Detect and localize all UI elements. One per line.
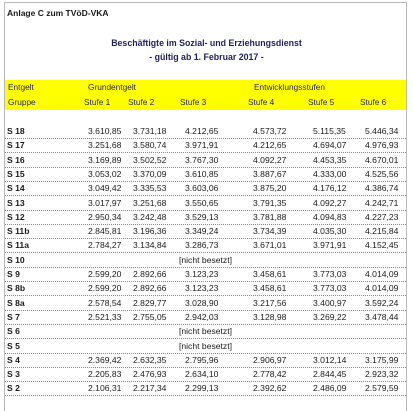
header-stufe-2: Stufe 2 — [128, 97, 155, 107]
cell-stufe-3: 3.550,65 — [185, 198, 219, 208]
cell-stufe-6: 4.227,23 — [365, 212, 399, 222]
cell-stufe-4: 3.458,61 — [253, 283, 287, 293]
table-row — [5, 182, 406, 195]
cell-stufe-5: 4.092,27 — [313, 198, 347, 208]
cell-stufe-1: 2.106,31 — [88, 383, 122, 393]
row-group-label: S 4 — [7, 355, 20, 365]
cell-stufe-2: 2.829,77 — [133, 298, 167, 308]
cell-stufe-5: 4.035,30 — [313, 226, 347, 236]
cell-stufe-4: 3.671,01 — [253, 240, 287, 250]
row-group-label: S 18 — [7, 126, 25, 136]
cell-stufe-3: 4.212,65 — [185, 126, 219, 136]
cell-stufe-4: 4.092,27 — [253, 155, 287, 165]
row-group-label: S 10 — [7, 255, 25, 265]
row-group-label: S 12 — [7, 212, 25, 222]
table-row — [5, 225, 406, 238]
table-row — [5, 297, 406, 310]
table-row — [5, 268, 406, 281]
cell-stufe-2: 3.335,53 — [133, 183, 167, 193]
cell-stufe-3: 2.942,03 — [185, 312, 219, 322]
cell-stufe-6: 4.525,56 — [365, 169, 399, 179]
cell-stufe-4: 3.458,61 — [253, 269, 287, 279]
row-group-label: S 7 — [7, 312, 20, 322]
table-row — [5, 382, 406, 395]
cell-stufe-2: 2.755,05 — [133, 312, 167, 322]
cell-stufe-6: 2.579,59 — [365, 383, 399, 393]
cell-stufe-3: 3.971,91 — [185, 140, 219, 150]
table-row — [5, 254, 406, 267]
cell-stufe-3: 2.299,13 — [185, 383, 219, 393]
table-row — [5, 354, 406, 367]
cell-stufe-5: 3.971,91 — [313, 240, 347, 250]
table-row — [5, 197, 406, 210]
cell-stufe-2: 3.370,09 — [133, 169, 167, 179]
row-group-label: S 3 — [7, 369, 20, 379]
cell-stufe-3: 2.795,96 — [185, 355, 219, 365]
row-group-label: S 8a — [7, 298, 25, 308]
cell-stufe-4: 3.791,35 — [253, 198, 287, 208]
cell-stufe-3: 3.286,73 — [185, 240, 219, 250]
cell-stufe-1: 3.610,85 — [88, 126, 122, 136]
cell-stufe-6: 5.446,34 — [365, 126, 399, 136]
cell-stufe-3: 3.123,23 — [185, 269, 219, 279]
row-group-label: S 13 — [7, 198, 25, 208]
cell-stufe-5: 3.012,14 — [313, 355, 347, 365]
cell-stufe-2: 3.580,74 — [133, 140, 167, 150]
cell-stufe-5: 4.094,83 — [313, 212, 347, 222]
table-header — [5, 80, 406, 110]
cell-stufe-3: 3.349,24 — [185, 226, 219, 236]
cell-stufe-3: 2.634,10 — [185, 369, 219, 379]
row-group-label: S 6 — [7, 326, 20, 336]
row-separator — [5, 338, 406, 339]
cell-stufe-1: 2.369,42 — [88, 355, 122, 365]
cell-stufe-5: 3.773,03 — [313, 269, 347, 279]
table-row — [5, 239, 406, 252]
cell-stufe-6: 3.478,44 — [365, 312, 399, 322]
row-group-label: S 15 — [7, 169, 25, 179]
cell-stufe-4: 3.217,56 — [253, 298, 287, 308]
cell-stufe-5: 2.486,09 — [313, 383, 347, 393]
row-group-label: S 16 — [7, 155, 25, 165]
cell-stufe-2: 2.632,35 — [133, 355, 167, 365]
cell-stufe-4: 4.212,65 — [253, 140, 287, 150]
cell-stufe-1: 2.950,34 — [88, 212, 122, 222]
cell-stufe-3: 3.028,90 — [185, 298, 219, 308]
cell-stufe-2: 3.196,36 — [133, 226, 167, 236]
header-stufe-4: Stufe 4 — [248, 97, 275, 107]
row-group-label: S 17 — [7, 140, 25, 150]
header-stufe-5: Stufe 5 — [308, 97, 335, 107]
cell-stufe-1: 3.017,97 — [88, 198, 122, 208]
table-row — [5, 282, 406, 295]
cell-stufe-6: 4.242,71 — [365, 198, 399, 208]
cell-stufe-2: 3.134,84 — [133, 240, 167, 250]
header-stufe-1: Stufe 1 — [84, 97, 111, 107]
row-group-label: S 9 — [7, 269, 20, 279]
cell-stufe-1: 3.251,68 — [88, 140, 122, 150]
row-note: [nicht besetzt] — [178, 341, 233, 351]
cell-stufe-5: 5.115,35 — [313, 126, 346, 136]
cell-stufe-2: 2.892,66 — [133, 283, 167, 293]
cell-stufe-4: 3.887,67 — [253, 169, 287, 179]
cell-stufe-2: 2.892,66 — [133, 269, 167, 279]
cell-stufe-1: 2.599,20 — [88, 283, 122, 293]
table-title: Beschäftigte im Sozial- und Erziehungsdienst — [111, 38, 302, 48]
cell-stufe-1: 3.053,02 — [88, 169, 122, 179]
row-group-label: S 5 — [7, 341, 20, 351]
cell-stufe-5: 3.269,22 — [313, 312, 347, 322]
row-separator — [5, 395, 406, 396]
cell-stufe-4: 2.778,42 — [253, 369, 287, 379]
cell-stufe-1: 2.784,27 — [88, 240, 122, 250]
cell-stufe-5: 2.844,45 — [313, 369, 347, 379]
header-gruppe: Gruppe — [8, 97, 36, 107]
cell-stufe-4: 3.128,98 — [253, 312, 287, 322]
row-group-label: S 11b — [7, 226, 30, 236]
cell-stufe-1: 3.049,42 — [88, 183, 122, 193]
table-row — [5, 125, 406, 138]
table-row — [5, 325, 406, 338]
cell-stufe-2: 3.502,52 — [133, 155, 167, 165]
cell-stufe-3: 3.610,85 — [185, 169, 219, 179]
cell-stufe-4: 3.781,88 — [253, 212, 287, 222]
row-group-label: S 2 — [7, 383, 20, 393]
header-entgelt: Entgelt — [8, 82, 34, 92]
cell-stufe-5: 4.176,12 — [313, 183, 347, 193]
cell-stufe-3: 3.767,30 — [185, 155, 219, 165]
cell-stufe-6: 4.152,45 — [365, 240, 399, 250]
row-separator — [5, 252, 406, 253]
cell-stufe-2: 2.217,34 — [133, 383, 167, 393]
cell-stufe-1: 3.169,89 — [88, 155, 122, 165]
table-row — [5, 154, 406, 167]
cell-stufe-2: 3.731,18 — [133, 126, 167, 136]
cell-stufe-1: 2.578,54 — [88, 298, 122, 308]
row-separator — [5, 152, 406, 153]
cell-stufe-2: 3.242,48 — [133, 212, 167, 222]
table-row — [5, 340, 406, 353]
row-note: [nicht besetzt] — [178, 326, 233, 336]
table-row — [5, 368, 406, 381]
cell-stufe-6: 3.175,99 — [365, 355, 399, 365]
cell-stufe-4: 3.734,39 — [253, 226, 287, 236]
table-row — [5, 311, 406, 324]
table-subtitle: - gültig ab 1. Februar 2017 - — [149, 52, 264, 62]
cell-stufe-3: 3.123,23 — [185, 283, 219, 293]
cell-stufe-6: 4.215,84 — [365, 226, 399, 236]
cell-stufe-6: 4.670,01 — [365, 155, 399, 165]
cell-stufe-3: 3.529,13 — [185, 212, 219, 222]
row-group-label: S 11a — [7, 240, 29, 250]
cell-stufe-2: 3.251,68 — [133, 198, 167, 208]
cell-stufe-4: 2.906,97 — [253, 355, 287, 365]
table-row — [5, 168, 406, 181]
cell-stufe-6: 3.592,24 — [365, 298, 399, 308]
document-label: Anlage C zum TVöD-VKA — [7, 8, 109, 18]
row-group-label: S 14 — [7, 183, 25, 193]
row-separator — [5, 295, 406, 296]
cell-stufe-1: 2.845,81 — [88, 226, 122, 236]
cell-stufe-4: 3.875,20 — [253, 183, 287, 193]
row-note: [nicht besetzt] — [178, 255, 233, 265]
row-group-label: S 8b — [7, 283, 26, 293]
header-entwicklungsstufen: Entwicklungsstufen — [254, 82, 326, 92]
cell-stufe-1: 2.521,33 — [88, 312, 122, 322]
table-row — [5, 139, 406, 152]
cell-stufe-5: 3.773,03 — [313, 283, 347, 293]
cell-stufe-3: 3.603,06 — [185, 183, 219, 193]
header-grundentgelt: Grundentgelt — [88, 82, 136, 92]
cell-stufe-6: 4.014,09 — [365, 283, 399, 293]
cell-stufe-4: 4.573,72 — [253, 126, 287, 136]
cell-stufe-2: 2.476,93 — [133, 369, 167, 379]
cell-stufe-6: 2.923,32 — [365, 369, 399, 379]
cell-stufe-1: 2.205,83 — [88, 369, 122, 379]
cell-stufe-5: 4.694,07 — [313, 140, 347, 150]
header-stufe-6: Stufe 6 — [360, 97, 387, 107]
cell-stufe-6: 4.976,93 — [365, 140, 399, 150]
header-stufe-3: Stufe 3 — [180, 97, 207, 107]
cell-stufe-6: 4.014,09 — [365, 269, 399, 279]
table-row — [5, 211, 406, 224]
cell-stufe-4: 2.392,62 — [253, 383, 287, 393]
cell-stufe-5: 4.453,35 — [313, 155, 347, 165]
cell-stufe-1: 2.599,20 — [88, 269, 122, 279]
cell-stufe-5: 3.400,97 — [313, 298, 347, 308]
cell-stufe-5: 4.333,00 — [313, 169, 347, 179]
row-separator — [5, 195, 406, 196]
cell-stufe-6: 4.386,74 — [365, 183, 399, 193]
